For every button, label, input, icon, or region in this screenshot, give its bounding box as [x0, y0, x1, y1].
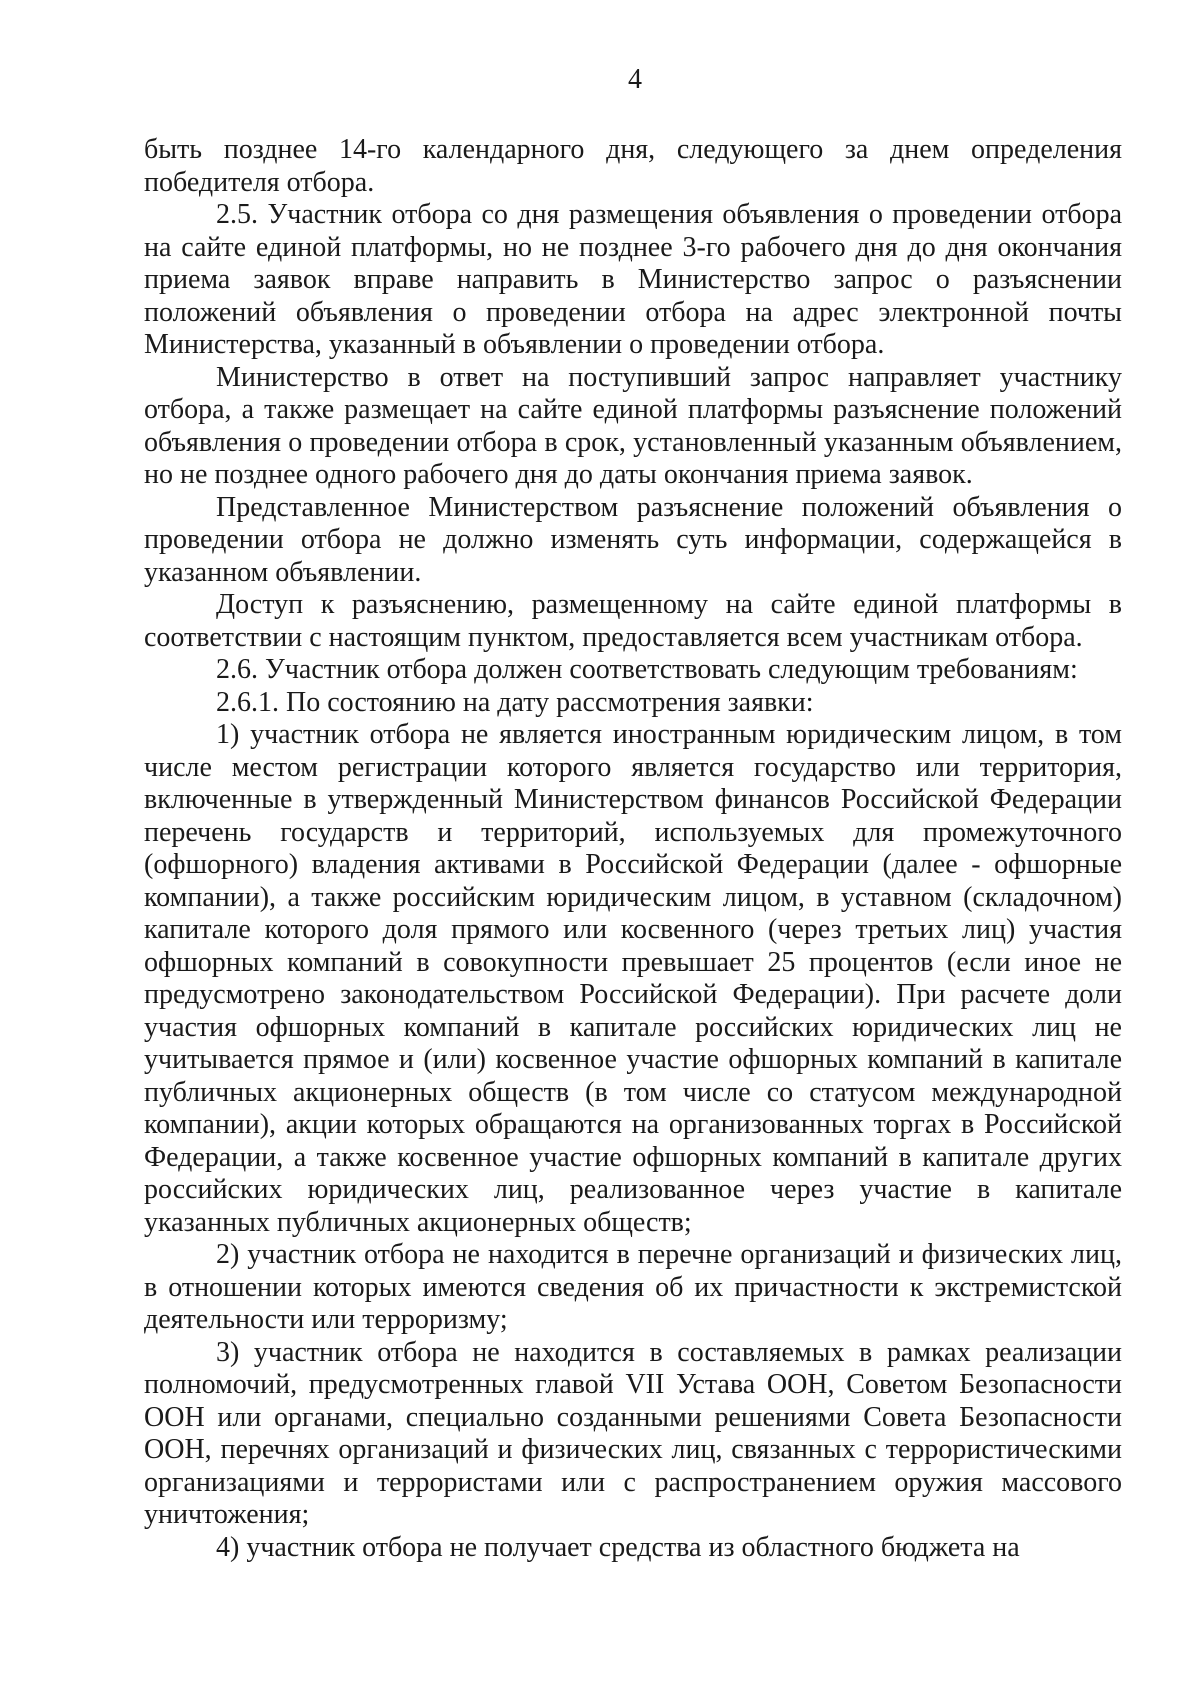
paragraph-2-5: 2.5. Участник отбора со дня размещения объявления о проведении отбора на сайте единой платформы, но не позднее 3-го рабочего дня до дня окончания приема заявок вправе направить в Министерство запрос о разъяснении положений объявления о проведении отбора на адрес электронной почты Министерства, указанный в объявлении о проведении отбора. — [144, 199, 1122, 360]
paragraph-clarification-access: Доступ к разъяснению, размещенному на сайте единой платформы в соответствии с настоящим пунктом, предоставляется всем участникам отбора. — [144, 589, 1122, 653]
page-number: 4 — [628, 64, 642, 95]
paragraph-clarification-content: Представленное Министерством разъяснение положений объявления о проведении отбора не должно изменять суть информации, содержащейся в указанном объявлении. — [144, 491, 1122, 588]
paragraph-2-6-1: 2.6.1. По состоянию на дату рассмотрения заявки: — [216, 686, 814, 718]
list-item-3: 3) участник отбора не находится в составляемых в рамках реализации полномочий, предусмотренных главой VII Устава ООН, Советом Безопасности ООН или органами, специально созданными решениями Совета Безопасности ООН, перечнях организаций и физических лиц, связанных с террористическими организациями и террористами или с распространением оружия массового уничтожения; — [144, 1336, 1122, 1530]
paragraph-2-6: 2.6. Участник отбора должен соответствовать следующим требованиям: — [216, 654, 1078, 685]
list-item-4: 4) участник отбора не получает средства из областного бюджета на — [216, 1531, 1020, 1563]
paragraph-ministry-response: Министерство в ответ на поступивший запрос направляет участнику отбора, а также размещает на сайте единой платформы разъяснение положений объявления о проведении отбора в срок, установленный указанным объявлением, но не позднее одного рабочего дня до даты окончания приема заявок. — [144, 361, 1122, 490]
list-item-1: 1) участник отбора не является иностранным юридическим лицом, в том числе местом регистрации которого является государство или территория, включенные в утвержденный Министерством финансов Российской Федерации перечень государств и территорий, используемых для промежуточного (офшорного) владения активами в Российской Федерации (далее - офшорные компании), а также российским юридическим лицом, в уставном (складочном) капитале которого доля прямого или косвенного (через третьих лиц) участия офшорных компаний в совокупности превышает 25 процентов (если иное не предусмотрено законодательством Российской Федерации). При расчете доли участия офшорных компаний в капитале российских юридических лиц не учитывается прямое и (или) косвенное участие офшорных компаний в капитале публичных акционерных обществ (в том числе со статусом международной компании), акции которых обращаются на организованных торгах в Российской Федерации, а также косвенное участие офшорных компаний в капитале других российских юридических лиц, реализованное через участие в капитале указанных публичных акционерных обществ; — [144, 719, 1122, 1238]
document-body — [144, 134, 1122, 1564]
list-item-2: 2) участник отбора не находится в перечне организаций и физических лиц, в отношении которых имеются сведения об их причастности к экстремистской деятельности или терроризму; — [144, 1239, 1122, 1335]
paragraph-continuation: быть позднее 14-го календарного дня, следующего за днем определения победителя отбора. — [144, 134, 1122, 198]
